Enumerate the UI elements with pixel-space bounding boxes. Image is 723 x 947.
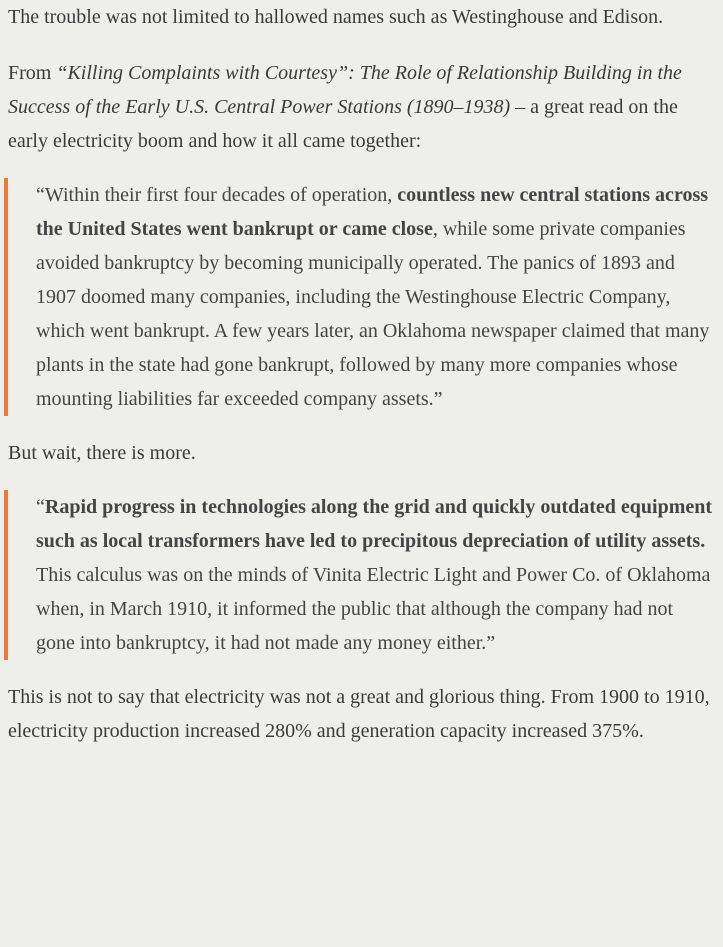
- paragraph-intro: The trouble was not limited to hallowed names such as Westinghouse and Edison.: [8, 6, 664, 28]
- quote2-tail: This calculus was on the minds of Vinita Electric Light and Power Co. of Oklahoma when, in March 1910, it informed the public that although the company had not gone into bankruptcy, it had not made any money either.”: [36, 564, 711, 654]
- quote1-lead: “Within their first four decades of operation,: [36, 184, 398, 206]
- source-title: “Killing Complaints with Courtesy”: The Role of Relationship Building in the Success of the Early U.S. Central Power Stations (1890–1938): [8, 62, 682, 118]
- source-tail: – a great read on the early electricity boom and how it all came together:: [8, 96, 678, 152]
- quote2-bold: Rapid progress in technologies along the grid and quickly outdated equipment such as local transformers have led to precipitous depreciation of utility assets.: [36, 496, 713, 552]
- paragraph-source: [8, 56, 715, 158]
- blockquote-bankruptcy: [4, 178, 715, 416]
- source-lead: From: [8, 62, 57, 84]
- paragraph-growth: This is not to say that electricity was not a great and glorious thing. From 1900 to 1910, electricity production increased 280% and generation capacity increased 375%.: [8, 686, 710, 742]
- quote1-tail: , while some private companies avoided bankruptcy by becoming municipally operated. The panics of 1893 and 1907 doomed many companies, including the Westinghouse Electric Company, which went bankrupt. A few years later, an Oklahoma newspaper claimed that many plants in the state had gone bankrupt, followed by many more companies whose mounting liabilities far exceeded company assets.”: [36, 218, 710, 410]
- paragraph-transition: But wait, there is more.: [8, 442, 196, 464]
- quote1-bold: countless new central stations across the United States went bankrupt or came close: [36, 184, 709, 240]
- blockquote-depreciation: [4, 490, 715, 660]
- quote2-lead: “: [36, 496, 45, 518]
